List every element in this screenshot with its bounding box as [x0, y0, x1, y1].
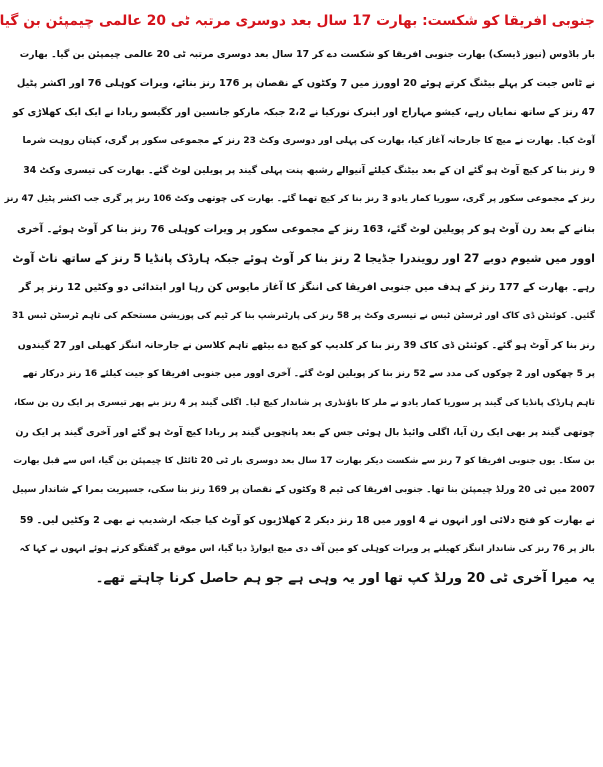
article-line: رہے۔ بھارت کے 177 رنز کے ہدف میں جنوبی افریقا کی اننگز کا آغاز مایوس کن رہا اور ابتدائی دو وکٹیں 12 رنز پر گر: [18, 281, 595, 293]
article-line: بالز پر 76 رنز کی شاندار اننگز کھیلنے پر ویرات کوہلی کو مین آف دی میچ ایوارڈ دیا گیا، اس موقع پر گفتگو کرتے ہوئے انہوں نے کہا کہ: [19, 543, 595, 554]
article-line: بن سکا۔ یوں جنوبی افریقا کو 7 رنز سے شکست دیکر بھارت 17 سال بعد دوسری بار ٹی 20 ٹائٹل کا چیمپئن بن گیا، اس سے قبل بھارت: [13, 456, 595, 467]
article-line: یہ میرا آخری ٹی 20 ورلڈ کپ تھا اور یہ وہی ہے جو ہم حاصل کرنا چاہتے تھے۔: [95, 570, 595, 586]
article-line: پر 5 چھکوں اور 2 چوکوں کی مدد سے 52 رنز بنا کر پویلین لوٹ گئے۔ آخری اوور میں جنوبی افریقا کو جیت کیلئے 16 رنز درکار تھے: [22, 369, 595, 380]
article-line: نے بھارت کو فتح دلائی اور انہوں نے 4 اوور میں 18 رنز دیکر 2 کھلاڑیوں کو آوٹ کیا جبکہ ارشدیپ نے بھی 2 وکٹیں لیں۔ 59: [19, 514, 595, 526]
article-line: گئیں۔ کوئنٹن ڈی کاک اور ٹرسٹن ٹبس نے تیسری وکٹ پر 58 رنز کی پارٹنرشپ بنا کر ٹیم کی پوزیشن مستحکم کی تاہم ٹرسٹن ٹبس 31: [12, 310, 595, 321]
article-line: 47 رنز کے ساتھ نمایاں رہے، کیشو مہاراج اور اینرک نورکیا نے 2،2 جبکہ مارکو جانسین اور کگیسو ربادا نے ایک ایک کھلاڑی کو: [12, 107, 595, 119]
article-line: تاہم ہارڈک پانڈیا کی گیند پر سوریا کمار یادو نے ملر کا باؤنڈری پر شاندار کیچ لیا۔ اگلی گیند پر 4 رنز بنے پھر تیسری پر ایک رن بن سکا،: [13, 398, 595, 409]
article-line: چوتھی گیند پر بھی ایک رن آیا، اگلی وائیڈ بال ہوئی جس کے بعد پانچویں گیند پر ربادا کیچ آوٹ ہو گئے اور آخری گیند پر ایک رن: [15, 427, 595, 439]
article-line: آوٹ کیا۔ بھارت نے میچ کا جارحانہ آغاز کیا، بھارت کی پہلی اور دوسری وکٹ 23 رنز کے مجموعی سکور پر گری، کپتان روہت شرما: [22, 136, 595, 147]
article-line: رنز کے مجموعی سکور پر گری، سوریا کمار یادو 3 رنز بنا کر کیچ تھما گئے۔ بھارت کی چوتھی وکٹ 106 رنز پر گری جب اکشر پٹیل 47 رنز: [4, 194, 595, 205]
article-line: بار باڈوس (نیوز ڈیسک) بھارت جنوبی افریقا کو شکست دے کر 17 سال بعد دوسری مرتبہ ٹی 20 عالمی چیمپئن بن گیا۔ بھارت: [19, 49, 595, 60]
article-line: اوور میں شیوم دوبے 27 اور رویندرا جڈیجا 2 رنز بنا کر آوٹ ہوئے جبکہ ہارڈک پانڈیا 5 رنز کے ساتھ ناٹ آوٹ: [12, 251, 595, 265]
article-line: رنز بنا کر آوٹ ہو گئے۔ کوئنٹن ڈی کاک 39 رنز بنا کر کلدیپ کو کیچ دے بیٹھے تاہم کلاسن نے جارحانہ اننگز کھیلی اور 27 گیندوں: [17, 339, 595, 351]
article-headline: جنوبی افریقا کو شکست: بھارت 17 سال بعد دوسری مرتبہ ٹی 20 عالمی چیمپئن بن گیا: [0, 13, 595, 29]
article-body: [4, 40, 595, 593]
article-line: بنانے کے بعد رن آوٹ ہو کر پویلین لوٹ گئے، 163 رنز کے مجموعی سکور پر ویرات کوہلی 76 رنز بنا کر آوٹ ہوئے۔ آخری: [16, 223, 595, 235]
article-line: 2007 میں ٹی 20 ورلڈ چیمپئن بنا تھا۔ جنوبی افریقا کی ٹیم 8 وکٹوں کے نقصان پر 169 رنز بنا سکی، جسپریت بمرا کے شاندار سپیل: [12, 485, 595, 496]
article-line: 9 رنز بنا کر کیچ آوٹ ہو گئے ان کے بعد بیٹنگ کیلئے آنیوالے رشبھ پنت پہلی گیند پر پویلین لوٹ گئے۔ بھارت کی تیسری وکٹ 34: [23, 165, 595, 177]
article-line: نے ٹاس جیت کر پہلے بیٹنگ کرتے ہوئے 20 اوورز میں 7 وکٹوں کے نقصان پر 176 رنز بنائے، ویرات کوہلی 76 اور اکشر پٹیل: [16, 78, 595, 90]
